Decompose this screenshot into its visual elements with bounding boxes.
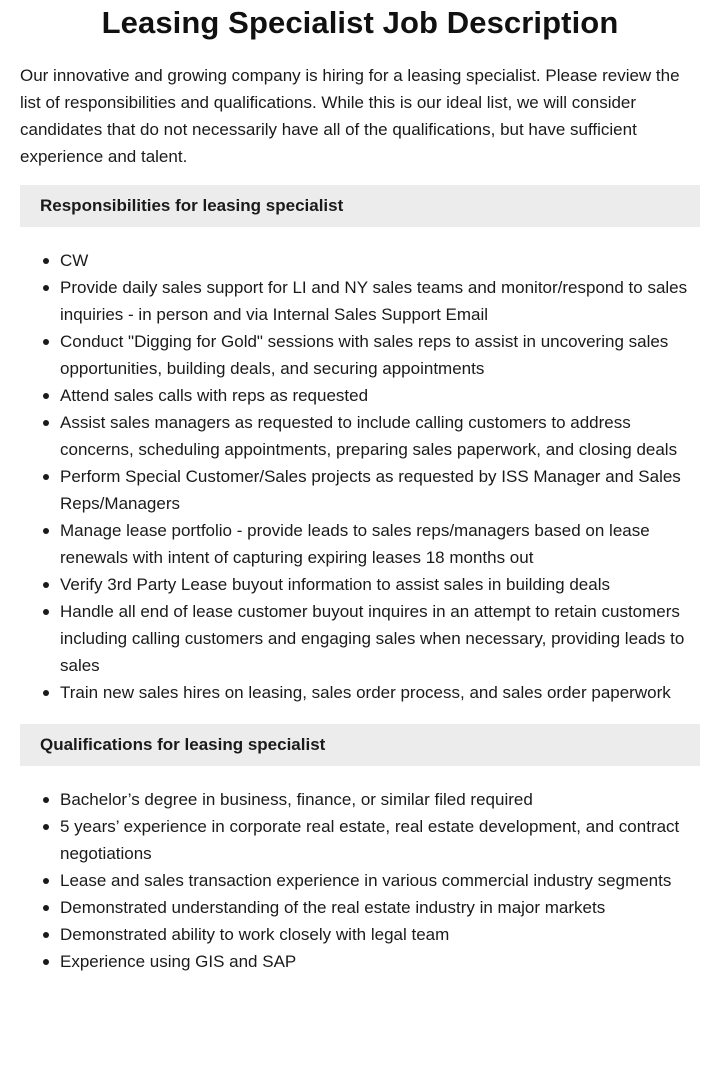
list-item: Provide daily sales support for LI and NY sales teams and monitor/respond to sales inquiries - in person and via Internal Sales Support Email bbox=[60, 274, 700, 328]
intro-paragraph: Our innovative and growing company is hiring for a leasing specialist. Please review the list of responsibilities and qualifications. While this is our ideal list, we will consider candidates that do not necessarily have all of the qualifications, but have sufficient experience and talent. bbox=[20, 66, 680, 166]
list-item: 5 years’ experience in corporate real estate, real estate development, and contract negotiations bbox=[60, 813, 700, 867]
qualifications-heading: Qualifications for leasing specialist bbox=[20, 724, 700, 766]
list-item: Handle all end of lease customer buyout inquires in an attempt to retain customers including calling customers and engaging sales when necessary, providing leads to sales bbox=[60, 598, 700, 679]
list-item: Verify 3rd Party Lease buyout information to assist sales in building deals bbox=[60, 571, 700, 598]
list-item: Conduct "Digging for Gold" sessions with sales reps to assist in uncovering sales opportunities, building deals, and securing appointments bbox=[60, 328, 700, 382]
list-item: Train new sales hires on leasing, sales order process, and sales order paperwork bbox=[60, 679, 700, 706]
qualifications-list bbox=[20, 786, 700, 975]
list-item: Lease and sales transaction experience in various commercial industry segments bbox=[60, 867, 700, 894]
list-item: Demonstrated understanding of the real estate industry in major markets bbox=[60, 894, 700, 921]
page-title: Leasing Specialist Job Description bbox=[101, 5, 619, 40]
responsibilities-list bbox=[20, 247, 700, 706]
list-item: Perform Special Customer/Sales projects as requested by ISS Manager and Sales Reps/Managers bbox=[60, 463, 700, 517]
list-item: Demonstrated ability to work closely with legal team bbox=[60, 921, 700, 948]
responsibilities-heading: Responsibilities for leasing specialist bbox=[20, 185, 700, 227]
list-item: Attend sales calls with reps as requested bbox=[60, 382, 700, 409]
list-item: Experience using GIS and SAP bbox=[60, 948, 700, 975]
list-item: Assist sales managers as requested to include calling customers to address concerns, scheduling appointments, preparing sales paperwork, and closing deals bbox=[60, 409, 700, 463]
list-item: CW bbox=[60, 247, 700, 274]
list-item: Manage lease portfolio - provide leads to sales reps/managers based on lease renewals with intent of capturing expiring leases 18 months out bbox=[60, 517, 700, 571]
list-item: Bachelor’s degree in business, finance, or similar filed required bbox=[60, 786, 700, 813]
